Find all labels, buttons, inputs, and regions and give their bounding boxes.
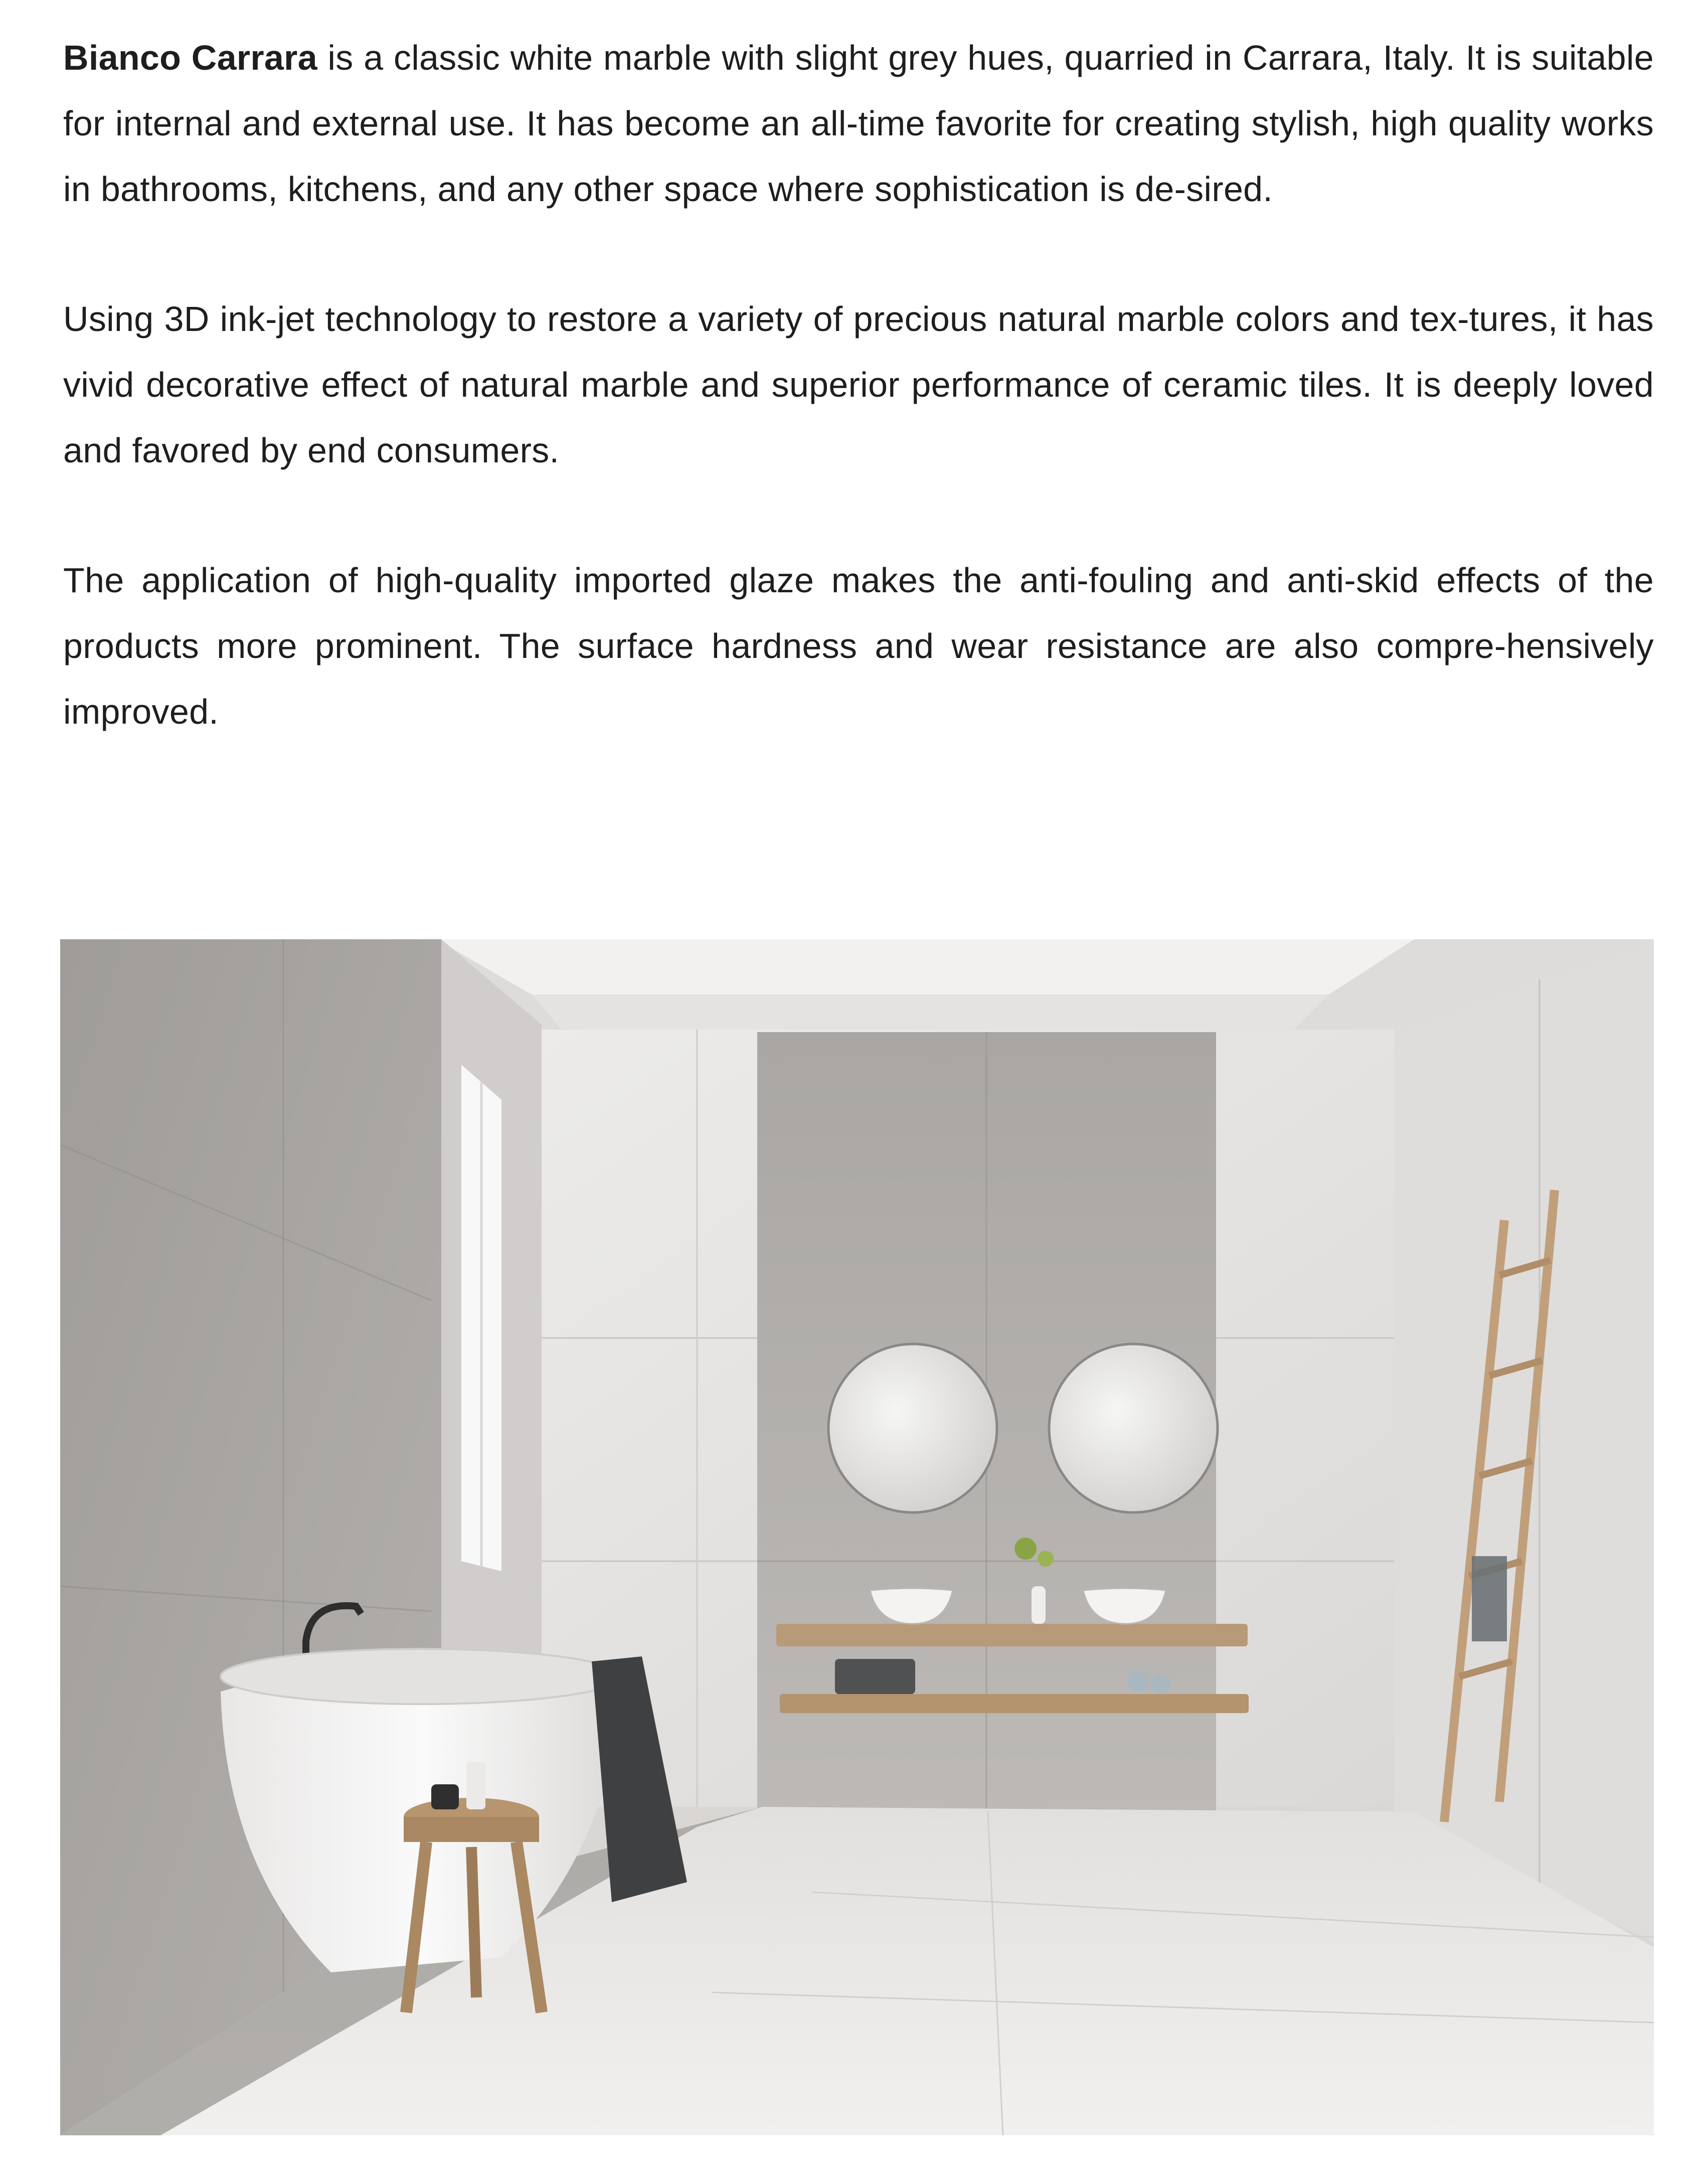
bathroom-illustration bbox=[60, 939, 1654, 2135]
plant bbox=[1014, 1538, 1037, 1560]
rolled-towels bbox=[1127, 1670, 1149, 1693]
right-wall bbox=[1394, 939, 1654, 1942]
paragraph-intro-text: is a classic white marble with slight grey hues, quarried in Carrara, Italy. It is suitable for internal and external use. It has become an all-time favorite for creating stylish, high quality works in bathrooms, kitchens, and any other space where sophistication is de-sired. bbox=[63, 38, 1654, 209]
bathroom-photo bbox=[60, 939, 1654, 2135]
upper-shelf bbox=[776, 1624, 1248, 1646]
paragraph-intro bbox=[63, 25, 1654, 222]
paragraph-glaze: The application of high-quality imported glaze makes the anti-fouling and anti-skid effects of the products more prominent. The surface hardness and wear resistance are also compre-hensively improved. bbox=[63, 561, 1654, 731]
vase bbox=[1032, 1586, 1046, 1624]
mirror-left bbox=[828, 1344, 997, 1513]
mirror-right bbox=[1049, 1344, 1218, 1513]
paragraph-technology: Using 3D ink-jet technology to restore a variety of precious natural marble colors and tex-tures, it has vivid decorative effect of natural marble and superior performance of ceramic tiles. It is deeply loved and favored by end consumers. bbox=[63, 299, 1654, 470]
lower-shelf bbox=[780, 1694, 1249, 1713]
folded-towels bbox=[835, 1659, 915, 1694]
product-name: Bianco Carrara bbox=[63, 38, 317, 77]
